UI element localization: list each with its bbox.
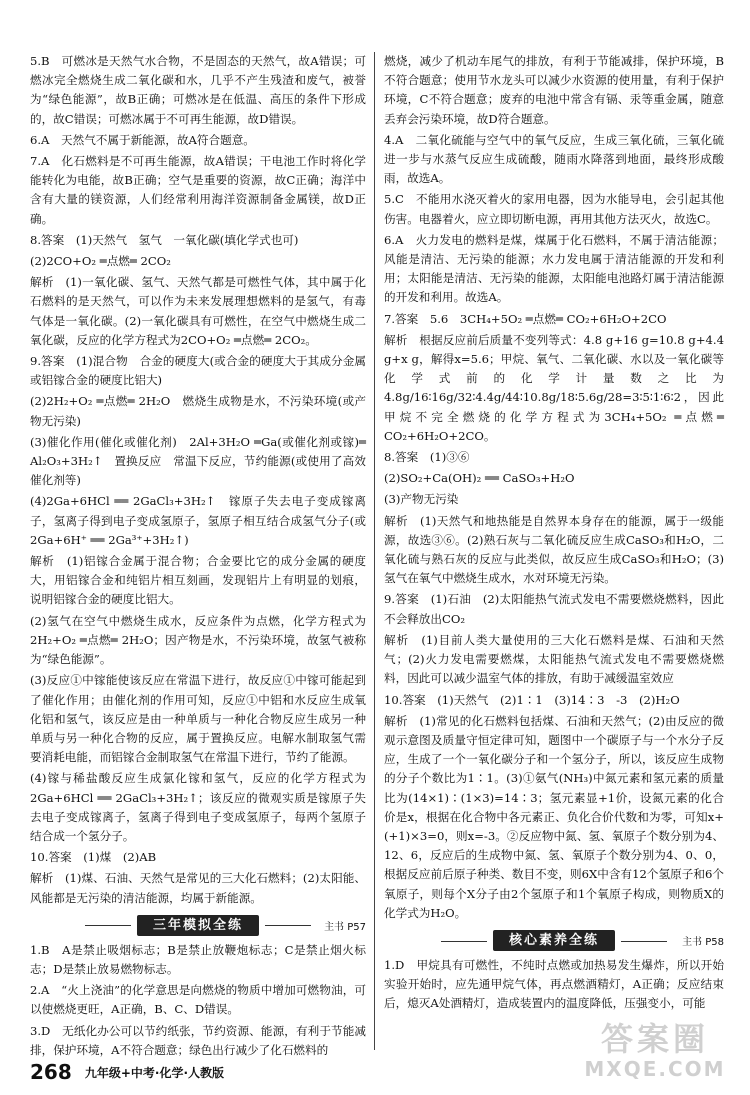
mock-answer-10: 10.答案 (1)天然气 (2)1∶1 (3)14∶3 -3 (2)H₂O [384,692,680,707]
mock-answer-3-cont: 燃烧，减少了机动车尾气的排放，有利于节能减排，保护环境，B不符合题意；使用节水龙头可以减少水资源的使用量，有利于保护环境，C不符合题意；废弃的电池中常含有镉、汞等重金属，随意丢弃会污染环境，故D符合题意。 [384,54,724,126]
mock-analysis-10: 解析 (1)常见的化石燃料包括煤、石油和天然气；(2)由反应的微观示意图及质量守恒定律可知，题图中一个碳原子与一个水分子反应，生成了一个一氧化碳分子和一个氢分子，所以，该反应生成物的分子个数比为1∶1。(3)①氨气(NH₃)中氮元素和氢元素的质量比为(14×1)∶(1×3)=14∶3；氢元素显+1价，设氮元素的化合价是x，根据在化合物中各元素正、负化合价代数和为零，可知x+(+1)×3=0，则x=-3。②反应物中氮、氢、氧原子个数分别为4、12、6，反应后的生成物中氮、氢、氧原子个数分别为4、0、0，根据反应前后原子种类、数目不变，则6X中含有12个氢原子和6个氧原子，则每个X分子由2个氢原子和1个氧原子构成，则物质X的化学式为H₂O。 [384,713,724,920]
section-header-core [384,928,724,952]
page-footer [30,1060,224,1084]
section-title-core: 核心素养全练 [493,930,615,951]
mock-analysis-8: 解析 (1)天然气和地热能是自然界本身存在的能源，属于一级能源，故选③⑥。(2)熟石灰与二氧化硫反应生成CaSO₃和H₂O，二氧化硫与熟石灰的反应与此类似，故反应生成CaSO₃和H₂O；(3)氢气在氧气中燃烧生成水，水对环境无污染。 [384,513,724,586]
answer-9-part3: (3)催化作用(催化或催化剂) 2Al+3H₂O ═Ga(或催化剂或镓)═ Al₂O₃+3H₂↑ 置换反应 常温下反应，节约能源(或使用了高效催化剂等) [30,434,366,488]
mock-analysis-7: 解析 根据反应前后质量不变列等式：4.8 g+16 g=10.8 g+4.4 g+x g，解得x=5.6；甲烷、氧气、二氧化碳、水以及一氧化碳等化学式前的化学计量数之比为4.8g/16∶16g/32∶4.4g/44∶10.8g/18∶5.6g/28=3∶5∶1∶6∶2，因此甲烷不完全燃烧的化学方程式为3CH₄+5O₂ ═点燃═ CO₂+6H₂O+2CO。 [384,332,724,443]
mock-answer-8: 8.答案 (1)③⑥ [384,450,470,465]
answer-6: 6.A 天然气不属于新能源，故A符合题意。 [30,132,255,147]
analysis-9-part1: 解析 (1)铝镓合金属于混合物；合金要比它的成分金属的硬度大，用铝镓合金和纯铝片相互刻画，发现铝片上有明显的划痕，说明铝镓合金的硬度比铝大。 [30,554,366,607]
watermark [570,1020,740,1084]
answer-9-part2: (2)2H₂+O₂ ═点燃═ 2H₂O 燃烧生成物是水，不污染环境(或产物无污染) [30,394,366,428]
analysis-9-part4: (4)镓与稀盐酸反应生成氯化镓和氢气，反应的化学方程式为2Ga+6HCl ══ 2GaCl₃+3H₂↑；该反应的微观实质是镓原子失去电子变成镓离子，氢离子得到电子变成氢原子，每两个氢原子结合成一个氢分子。 [30,771,366,843]
answer-7: 7.A 化石燃料是不可再生能源，故A错误；干电池工作时将化学能转化为电能，故B正确；空气是重要的资源，故C正确；海洋中含有大量的镁资源，人们经常利用海洋资源制备金属镁，故D正确。 [30,154,366,226]
analysis-8: 解析 (1)一氧化碳、氢气、天然气都是可燃性气体，其中属于化石燃料的是天然气，可以作为未来发展理想燃料的是氢气，有毒气体是一氧化碳。(2)一氧化碳具有可燃性，在空气中燃烧生成二氧化碳，反应的化学方程式为2CO+O₂ ═点燃═ 2CO₂。 [30,275,366,347]
right-column [384,52,724,1016]
analysis-9-part3: (3)反应①中镓能使该反应在常温下进行，故反应①中镓可能起到了催化作用；由催化剂的作用可知，反应①中铝和水反应生成氧化铝和氢气，该反应是由一种单质与一种化合物反应生成另一种单质与另一种化合物的反应，属于置换反应。电解水制取氢气需要消耗电能，而铝镓合金制取氢气在常温下进行，节约了能源。 [30,673,366,765]
section-title-mock: 三年模拟全练 [137,915,259,936]
answer-8-part2: (2)2CO+O₂ ═点燃═ 2CO₂ [30,254,171,269]
answer-9-part4: (4)2Ga+6HCl ══ 2GaCl₃+3H₂↑ 镓原子失去电子变成镓离子，氢离子得到电子变成氢原子，氢原子相互结合成氢气分子(或2Ga+6H⁺ ══ 2Ga³⁺+3H₂↑) [30,494,366,547]
mock-answer-5: 5.C 不能用水浇灭着火的家用电器，因为水能导电，会引起其他伤害。电器着火，应立即切断电源，再用其他方法灭火，故选C。 [384,192,724,226]
answer-5: 5.B 可燃冰是天然气水合物，不是固态的天然气，故A错误；可燃冰完全燃烧生成二氧化碳和水，几乎不产生残渣和废气，被誉为“绿色能源”，故B正确；可燃冰是在低温、高压的条件下形成的，故C错误；可燃冰属于不可再生能源，故D错误。 [30,54,366,126]
page-number: 268 [30,1060,72,1084]
answer-8: 8.答案 (1)天然气 氢气 一氧化碳(填化学式也可) [30,232,299,247]
watermark-logo: 答案圈 [600,1020,709,1058]
section-ref-core: 主书 P58 [682,936,724,948]
mock-answer-4: 4.A 二氧化硫能与空气中的氧气反应，生成三氧化硫，三氧化硫进一步与水蒸气反应生成硫酸，随雨水降落到地面，最终形成酸雨，故选A。 [384,132,724,186]
analysis-10: 解析 (1)煤、石油、天然气是常见的三大化石燃料；(2)太阳能、风能都是无污染的清洁能源，均属于新能源。 [30,871,366,905]
mock-answer-2: 2.A “火上浇油”的化学意思是向燃烧的物质中增加可燃物油，可以使燃烧更旺，A正确，B、C、D错误。 [30,983,366,1017]
mock-answer-8-part2: (2)SO₂+Ca(OH)₂ ══ CaSO₃+H₂O [384,471,575,486]
section-ref-mock: 主书 P57 [324,921,366,933]
mock-answer-6: 6.A 火力发电的燃料是煤，煤属于化石燃料，不属于清洁能源；风能是清洁、无污染的能源；水力发电属于清洁能源的开发和利用；太阳能是清洁、无污染的能源，太阳能电池路灯属于清洁能源的开发和利用。故选A。 [384,232,724,305]
mock-answer-9: 9.答案 (1)石油 (2)太阳能热气流式发电不需要燃烧燃料，因此不会释放出CO₂ [384,592,724,626]
mock-analysis-9: 解析 (1)目前人类大量使用的三大化石燃料是煤、石油和天然气；(2)火力发电需要燃煤，太阳能热气流式发电不需要燃烧燃料，因此可以减少温室气体的排放，有助于减缓温室效应 [384,632,724,686]
mock-answer-7: 7.答案 5.6 3CH₄+5O₂ ═点燃═ CO₂+6H₂O+2CO [384,311,667,326]
core-answer-1: 1.D 甲烷具有可燃性，不纯时点燃或加热易发生爆炸，所以开始实验开始时，应先通甲烷气体，再点燃酒精灯，A正确；反应结束后，熄灭A处酒精灯，造成装置内的温度降低，压强变小，可能 [384,957,724,1011]
answer-9: 9.答案 (1)混合物 合金的硬度大(或合金的硬度大于其成分金属或铝镓合金的硬度比铝大) [30,354,366,388]
book-title: 九年级+中考·化学·人教版 [84,1065,225,1080]
answer-10: 10.答案 (1)煤 (2)AB [30,850,157,865]
mock-answer-8-part3: (3)产物无污染 [384,492,459,507]
watermark-url: MXQE.COM [584,1057,726,1081]
mock-answer-3: 3.D 无纸化办公可以节约纸张，节约资源、能源，有利于节能减排，保护环境，A不符合题意；绿色出行减少了化石燃料的 [30,1023,366,1057]
mock-answer-1: 1.B A是禁止吸烟标志；B是禁止放鞭炮标志；C是禁止烟火标志；D是禁止放易燃物标志。 [30,942,366,976]
left-column [30,52,366,1062]
column-divider [374,52,375,1050]
section-header-mock [30,913,366,937]
analysis-9-part2: (2)氢气在空气中燃烧生成水，反应条件为点燃，化学方程式为2H₂+O₂ ═点燃═ 2H₂O；因产物是水，不污染环境，故氢气被称为“绿色能源”。 [30,613,366,667]
